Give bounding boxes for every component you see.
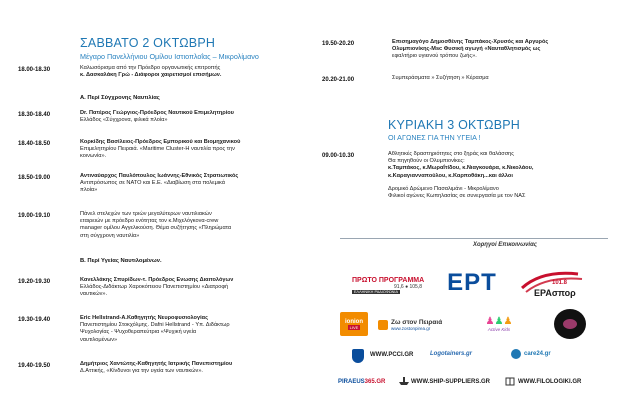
erasport-logo xyxy=(512,266,594,300)
time-slot: 19.30-19.40 xyxy=(18,317,51,323)
kids-figures-icon: ♟♟♟ xyxy=(485,316,513,327)
time-slot: 18.50-19.00 xyxy=(18,175,51,181)
zo-ston-pirea-logo: Ζω στον Πειραιά www.zostonpirea.gr xyxy=(378,314,450,336)
sunday-subtitle: ΟΙ ΑΓΩΝΕΣ ΓΙΑ ΤΗΝ ΥΓΕΙΑ ! xyxy=(388,133,481,142)
time-slot: 18.40-18.50 xyxy=(18,141,51,147)
time-slot: 18.30-18.40 xyxy=(18,112,51,118)
sunday-program: Αθλητικές δραστηριότητες στο ξηράς και θαλάσσης Θα πηγηθούν οι Ολυμπιονίκες: κ.Ταμπάκος, κ.Μωραΐτίδου, κ.Νιαγκουάρα, κ.Νικολάου, κ.Καραγιανναπούλου, κ.Καρποθάκη...και άλλοι Δρομικό Δρώμενο Πασαλιμάνι - Μικρολίμανο Φιλικοί αγώνες Κωπηλασίας σε συνεργασία με τον ΝΑΣ xyxy=(388,151,534,200)
saturday-subtitle: Μέγαρο Πανελλήνιου Ομίλου Ιστιοπλοΐας – Μικρολίμανο xyxy=(80,52,259,61)
pcci-emblem-icon xyxy=(350,348,366,364)
time-slot: 18.00-18.30 xyxy=(18,67,51,73)
program-item: Dr. Πατέρος Γεώργιος-Πρόεδρος Ναυτικού Επιμελητηρίου Ελλάδος «Σύγχρονα, φιλικά πλοία» xyxy=(80,110,234,124)
svg-text:ΕΡΑσπορ: ΕΡΑσπορ xyxy=(534,288,576,298)
divider xyxy=(340,238,608,239)
section-heading: Β. Περί Υγείας Ναυτιλομένων. xyxy=(80,258,162,264)
saturday-title: ΣΑΒΒΑΤΟ 2 ΟΚΤΩΒΡΗ xyxy=(80,36,216,50)
program-item: Αντιναύαρχος Παυλόπουλος Ιωάννης-Εθνικός Στρατιωτικός Αντιπρόσωπος σε ΝΑΤΟ και Ε.Ε. «Διαβίωση στα πολεμικά πλοία» xyxy=(80,173,239,194)
book-icon xyxy=(505,376,515,386)
program-item: Καλωσόρισμα από την Πρόεδρο οργανωτικής επιτροπής κ. Δασκαλάκη Γρώ - Διάφοροι χαιρετισμοί επισήμων. xyxy=(80,65,222,79)
proto-programma-logo: ΠΡΩΤΟ ΠΡΟΓΡΑΜΜΑ 91,6 ● 105,8 ΕΛΛΗΝΙΚΗ ΡΑΔΙΟΦΩΝΙΑ xyxy=(352,276,425,294)
program-item: Συμπεράσματα » Συζήτηση » Κέρασμα xyxy=(392,75,489,81)
program-item: Κορκίδης Βασίλειος-Πρόεδρος Εμπορικού και Βιομηχανικού Επιμελητηρίου Πειραιά. «Maritime Cluster-Η ναυτιλία προς την κοινωνία». xyxy=(80,139,241,160)
ert-logo: ΕΡΤ xyxy=(447,269,497,296)
program-item: Eric Hellstrand-Α.Καθηγητής Νευροφυσιολογίας Πανεπιστημίου Στοκχόλμης. Dafni Hellstrand - Υπ. Διδάκτωρ Ψυχολογίας - Ψυχοθεραπεύτρια «Ψυχική υγεία ναυτιλομένων» xyxy=(80,315,230,343)
time-slot: 09.00-10.30 xyxy=(322,153,355,159)
program-item: Πάνελ στελεχών των τριών μεγαλύτερων ναυτιλιακών εταιρειών με πρόεδρο ενότητας τον κ.Μιχελόγκονα-crew manager ομίλου Αγγελικούση. Θέμα συζήτησης «Πληρώματα στη σύγχρονη ναυτιλία» xyxy=(80,211,232,239)
circle-emblem-icon xyxy=(563,319,577,329)
program-item: Επισημαγόγο Δημοσθένης Ταμπάκος-Χρυσός και Αργυρός Ολυμπιονίκης-Msc Φυσική αγωγή «Ναυταθλητισμός ως εφαλτήριο υγιεινού τρόπου ζωής». xyxy=(392,39,549,60)
time-slot: 19.40-19.50 xyxy=(18,363,51,369)
time-slot: 19.50-20.20 xyxy=(322,41,355,47)
piraeus365-logo[interactable]: PIRAEUS365.GR xyxy=(338,379,386,385)
sponsors-title: Χορηγοί Επικοινωνίας xyxy=(472,242,538,248)
care24-dot-icon xyxy=(511,349,521,359)
time-slot: 19.00-19.10 xyxy=(18,213,51,219)
program-item: Κανελλάκης Σπυρίδων-τ. Πρόεδρος Ενωσης Διαιτολόγων Ελλάδος-Διδάκτωρ Χαροκόπειου Πανεπιστημίου «Διατροφή ναυτικών». xyxy=(80,277,234,298)
svg-text:101.8: 101.8 xyxy=(552,280,568,286)
sunday-title: ΚΥΡΙΑΚΗ 3 ΟΚΤΩΒΡΗ xyxy=(388,118,521,132)
dark-circle-logo xyxy=(554,309,586,339)
logotainers-logo[interactable]: Logotainers.gr xyxy=(430,351,473,357)
zo-square-icon xyxy=(378,320,388,330)
ionion-logo: ionion LIVE xyxy=(340,312,368,336)
section-heading: Α. Περί Σύγχρονης Ναυτιλίας xyxy=(80,95,160,101)
active-kids-logo: ♟♟♟ Active Kids xyxy=(485,316,513,332)
time-slot: 19.20-19.30 xyxy=(18,279,51,285)
brochure-page: ΣΑΒΒΑΤΟ 2 ΟΚΤΩΒΡΗ Μέγαρο Πανελλήνιου Ομίλου Ιστιοπλοΐας – Μικρολίμανο 18.00-18.30 Καλωσόρισμα από την Πρόεδρο οργανωτικής επιτροπής κ. Δασκαλάκη Γρώ - Διάφοροι χαιρετισμοί επισήμων. Α. Περί Σύγχρονης Ναυτιλίας 18.30-18.40 Dr. Πατέρος Γεώργιος-Πρόεδρος Ναυτικού Επιμελητηρίου Ελλάδος «Σύγχρονα, φιλικά πλοία» 18.40-18.50 Κορκίδης Βασίλειος-Πρόεδρος Εμπορικού και Βιομηχανικού Επιμελητηρίου Πειραιά. «Maritime Cluster-Η ναυτιλία προς την κοινωνία». 18.50-19.00 Αντιναύαρχος Παυλόπουλος Ιωάννης-Εθνικός Στρατιωτικός Αντιπρόσωπος σε ΝΑΤΟ και Ε.Ε. «Διαβίωση στα πολεμικά πλοία» 19.00-19.10 Πάνελ στελεχών των τριών μεγαλύτερων ναυτιλιακών εταιρειών με πρόεδρο ενότητας τον κ.Μιχελόγκονα-crew manager ομίλου Αγγελικούση. Θέμα συζήτησης «Πληρώματα στη σύγχρονη ναυτιλία» Β. Περί Υγείας Ναυτιλομένων. 19.20-19.30 Κανελλάκης Σπυρίδων-τ. Πρόεδρος Ενωσης Διαιτολόγων Ελλάδος-Διδάκτωρ Χαροκόπειου Πανεπιστημίου «Διατροφή ναυτικών». 19.30-19.40 Eric Hellstrand-Α.Καθηγητής Νευροφυσιολογίας Πανεπιστημίου Στοκχόλμης. Dafni Hellstrand - Υπ. Διδάκτωρ Ψυχολογίας - Ψυχοθεραπεύτρια «Ψυχική υγεία ναυτιλομένων» 19.40-19.50 Δημήτριος Χαντώτης-Καθηγητής Ιατρικής Πανεπιστημίου Δ.Αττικής, «Κίνδυνοι για την υγεία των ναυτικών». 19.50-20.20 Επισημαγόγο Δημοσθένης Ταμπάκος-Χρυσός και Αργυρός Ολυμπιονίκης-Msc Φυσική αγωγή «Ναυταθλητισμός ως εφαλτήριο υγιεινού τρόπου ζωής». 20.20-21.00 Συμπεράσματα » Συζήτηση » Κέρασμα ΚΥΡΙΑΚΗ 3 ΟΚΤΩΒΡΗ ΟΙ ΑΓΩΝΕΣ ΓΙΑ ΤΗΝ ΥΓΕΙΑ ! 09.00-10.30 Αθλητικές δραστηριότητες στο ξηράς και θαλάσσης Θα πηγηθούν οι Ολυμπιονίκες: κ.Ταμπάκος, κ.Μωραΐτίδου, κ.Νιαγκουάρα, κ.Νικολάου, κ.Καραγιανναπούλου, κ.Καρποθάκη...και άλλοι Δρομικό Δρώμενο Πασαλιμάνι - Μικρολίμανο Φιλικοί αγώνες Κωπηλασίας σε συνεργασία με τον ΝΑΣ Χορηγοί Επικοινωνίας ΠΡΩΤΟ ΠΡΟΓΡΑΜΜΑ 91,6 ● 105,8 ΕΛΛΗΝΙΚΗ ΡΑΔΙΟΦΩΝΙΑ ΕΡΤ 101.8 ΕΡΑσπορ ionion LIVE Ζω στον Πειραιά www.zostonpirea.gr ♟♟♟ Active Kids WWW.PCCI.GR Logotainers.gr care24.gr PIRAEUS365.GR WWW.SHIP-SUPPLIERS.GR WWW.FILOLOGIKI.GR xyxy=(0,0,618,412)
time-slot: 20.20-21.00 xyxy=(322,77,355,83)
ship-icon xyxy=(398,376,410,386)
program-item: Δημήτριος Χαντώτης-Καθηγητής Ιατρικής Πανεπιστημίου Δ.Αττικής, «Κίνδυνοι για την υγεία των ναυτικών». xyxy=(80,361,233,375)
erasport-arcs-icon xyxy=(512,266,594,300)
